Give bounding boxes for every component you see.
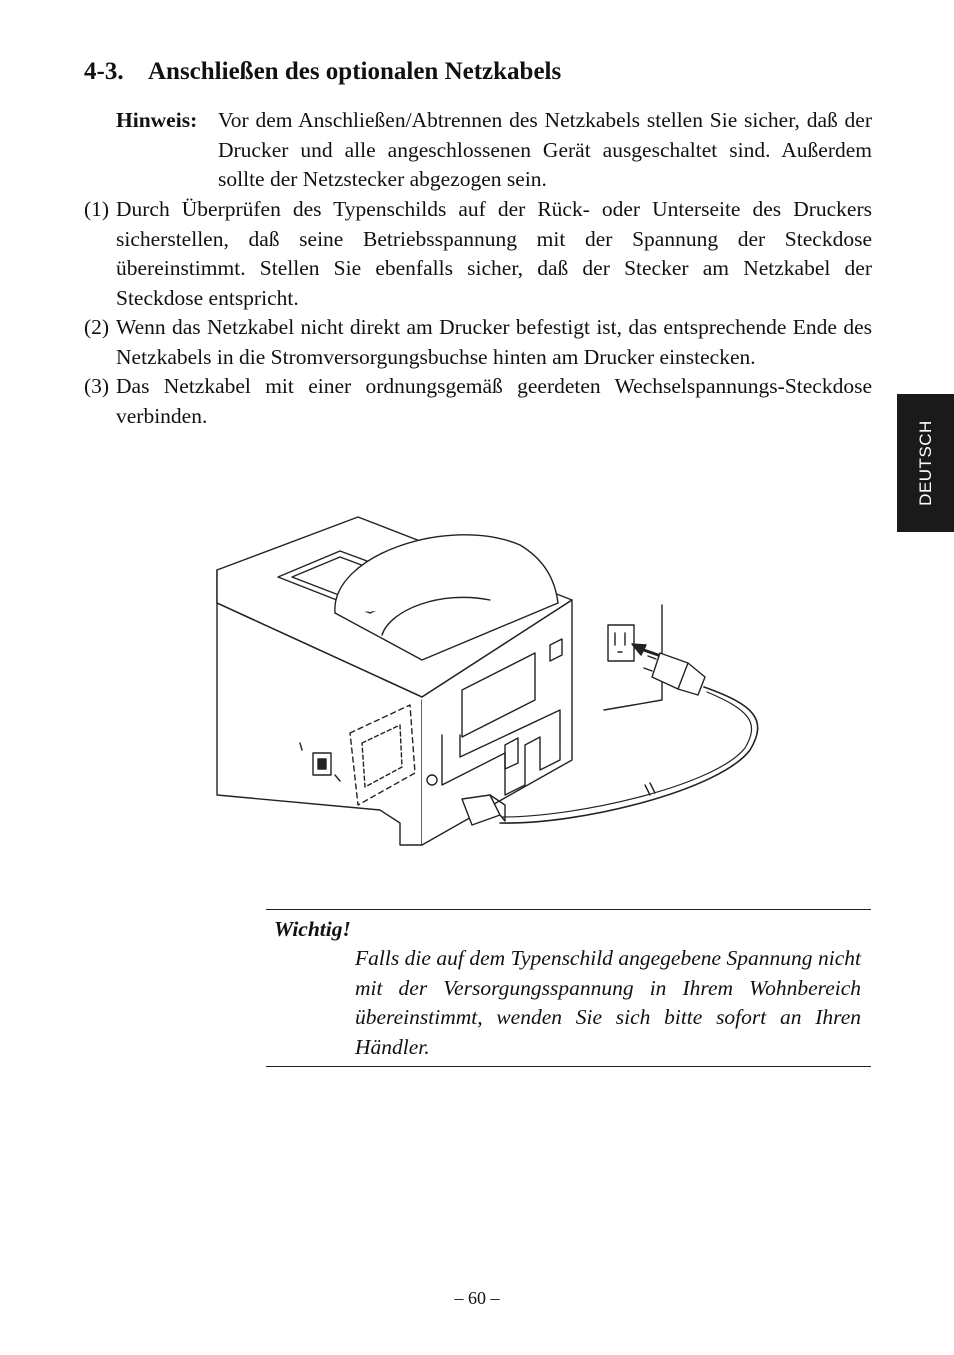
- step-text: Wenn das Netzkabel nicht direkt am Drucker befestigt ist, das entsprechende Ende des Netzkabels in die Stromversorgungsbuchse hinten am Drucker einstecken.: [116, 315, 872, 369]
- section-number: 4-3.: [84, 58, 124, 85]
- section-title: Anschließen des optionalen Netzkabels: [148, 58, 562, 85]
- important-notice: [266, 909, 871, 1067]
- note-block: [116, 106, 872, 195]
- language-tab: [897, 394, 954, 532]
- important-text: Falls die auf dem Typenschild angegebene Spannung nicht mit der Versorgungsspannung in Ihrem Wohnbereich übereinstimmt, wenden Sie sich bitte sofort an Ihren Händler.: [355, 946, 861, 1059]
- note-text: Vor dem Anschließen/Abtrennen des Netzkabels stellen Sie sicher, daß der Drucker und alle angeschlossenen Gerät ausgeschaltet sind. Außerdem sollte der Netzstecker abgezogen sein.: [218, 108, 872, 191]
- step-number: (3): [84, 374, 110, 398]
- step-text: Durch Überprüfen des Typenschilds auf der Rück- oder Unterseite des Druckers sicherstellen, daß seine Betriebsspannung mit der Spannung der Steckdose übereinstimmt. Stellen Sie ebenfalls sicher, daß der Stecker am Netzkabel der Steckdose entspricht.: [116, 197, 872, 310]
- step-number: (1): [84, 197, 110, 221]
- step-item: [84, 372, 872, 431]
- step-item: [84, 313, 872, 372]
- page-number: – 60 –: [454, 1288, 500, 1308]
- steps-list: [84, 195, 872, 431]
- printer-power-cable-illustration: [200, 505, 780, 865]
- section-heading: [84, 58, 561, 86]
- language-tab-label: DEUTSCH: [915, 420, 935, 506]
- note-label: Hinweis:: [116, 108, 198, 132]
- important-title: Wichtig!: [274, 917, 351, 941]
- step-number: (2): [84, 315, 110, 339]
- step-text: Das Netzkabel mit einer ordnungsgemäß geerdeten Wechselspannungs-Steckdose verbinden.: [116, 374, 872, 428]
- step-item: [84, 195, 872, 313]
